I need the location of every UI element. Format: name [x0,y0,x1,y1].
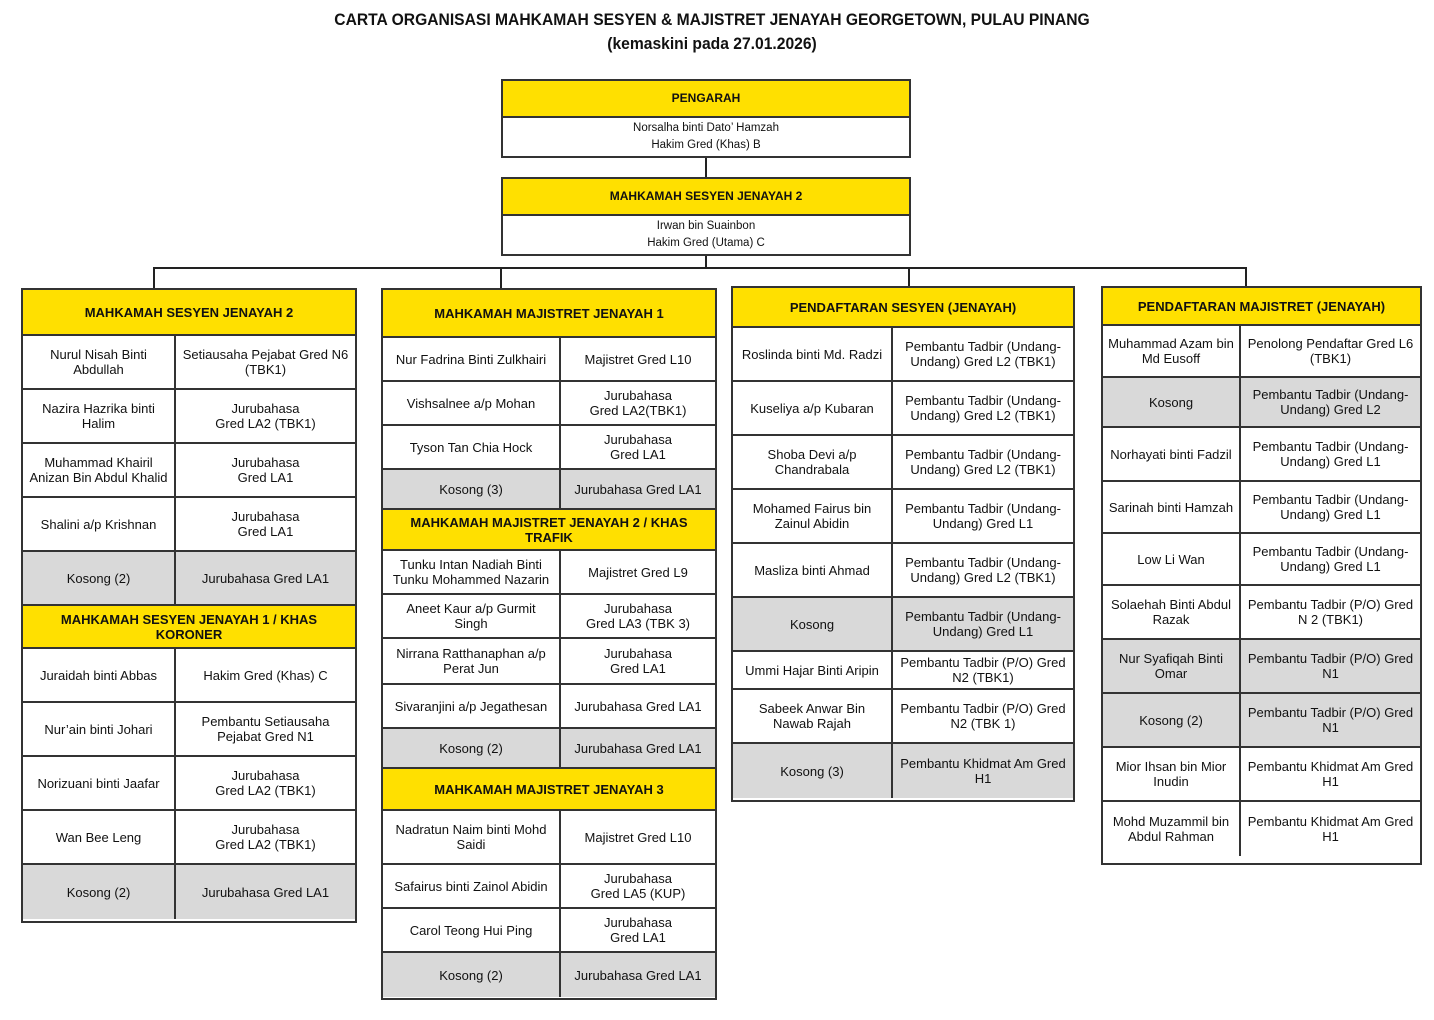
staff-post: Pembantu Tadbir (P/O) Gred N2 (TBK 1) [900,701,1066,731]
staff-name: Tyson Tan Chia Hock [383,426,561,468]
section-header-pendaftaran-majistret-jenayah: PENDAFTARAN MAJISTRET (JENAYAH) [1103,288,1420,326]
staff-post: Jurubahasa Gred LA2 (TBK1) [215,822,316,852]
vacant-position-row [383,470,715,510]
staff-name: Aneet Kaur a/p Gurmit Singh [383,595,561,637]
staff-name: Nirrana Ratthanaphan a/p Perat Jun [383,639,561,683]
staff-post: Pembantu Tadbir (P/O) Gred N 2 (TBK1) [1247,597,1414,627]
staff-post: Pembantu Tadbir (Undang-Undang) Gred L1 [1252,544,1409,574]
sesyen2-top-name: Irwan bin Suainbon [656,220,756,232]
staff-name: Kuseliya a/p Kubaran [733,382,893,434]
staff-name: Safairus binti Zainol Abidin [383,865,561,907]
connector-col2 [500,267,502,289]
pengarah-grade: Hakim Gred (Khas) B [651,139,761,151]
vacant-position-row [1103,378,1420,428]
vacant-position-row [23,865,355,919]
staff-post: Jurubahasa Gred LA1 [231,509,300,539]
staff-name: Kosong (2) [1103,694,1241,746]
connector-pengarah-sesyen [705,157,707,178]
staff-post: Pembantu Tadbir (Undang-Undang) Gred L1 [1252,439,1409,469]
staff-name: Kosong (2) [23,865,176,919]
staff-name: Sivaranjini a/p Jegathesan [383,685,561,727]
staff-post: Pembantu Tadbir (P/O) Gred N1 [1247,705,1414,735]
staff-name: Sarinah binti Hamzah [1103,482,1241,532]
staff-name: Kosong (2) [383,953,561,997]
staff-name: Nur Fadrina Binti Zulkhairi [383,338,561,380]
staff-row [383,909,715,953]
staff-name: Mohd Muzammil bin Abdul Rahman [1103,802,1241,856]
section-header-pendaftaran-sesyen-jenayah: PENDAFTARAN SESYEN (JENAYAH) [733,288,1073,328]
staff-post: Pembantu Tadbir (Undang-Undang) Gred L2 (TBK1) [905,339,1061,369]
staff-name: Shalini a/p Krishnan [23,498,176,550]
staff-name: Carol Teong Hui Ping [383,909,561,951]
vacant-position-row [733,598,1073,652]
staff-name: Nur’ain binti Johari [23,703,176,755]
staff-post: Pembantu Khidmat Am Gred H1 [1247,759,1414,789]
staff-post: Pembantu Tadbir (Undang-Undang) Gred L2 (TBK1) [905,393,1061,423]
staff-name: Kosong (2) [383,729,561,767]
vacant-position-row [383,953,715,997]
staff-post: Jurubahasa Gred LA2 (TBK1) [215,401,316,431]
vacant-position-row [1103,694,1420,748]
sesyen2-top-box [501,177,911,256]
staff-post: Jurubahasa Gred LA1 [201,884,330,900]
staff-post: Pembantu Tadbir (Undang-Undang) Gred L1 [905,501,1061,531]
staff-post: Jurubahasa Gred LA1 [604,646,672,676]
section-header-mahkamah-majistret-jenayah-2-khas-trafik: MAHKAMAH MAJISTRET JENAYAH 2 / KHAS TRAFIK [383,510,715,551]
staff-row [733,490,1073,544]
staff-name: Tunku Intan Nadiah Binti Tunku Mohammed Nazarin [383,551,561,593]
section-header-mahkamah-sesyen-jenayah-2: MAHKAMAH SESYEN JENAYAH 2 [23,290,355,336]
staff-post: Jurubahasa Gred LA3 (TBK 3) [585,601,691,631]
staff-name: Roslinda binti Md. Radzi [733,328,893,380]
staff-post: Majistret Gred L10 [584,829,692,845]
staff-row [383,685,715,729]
staff-row [23,757,355,811]
staff-row [733,690,1073,744]
pengarah-box [501,79,911,158]
staff-name: Nadratun Naim binti Mohd Saidi [383,811,561,863]
staff-post: Hakim Gred (Khas) C [203,667,328,683]
staff-name: Ummi Hajar Binti Aripin [733,652,893,688]
sesyen2-top-body [503,216,909,254]
staff-row [383,811,715,865]
staff-row [383,865,715,909]
staff-post: Pembantu Tadbir (Undang-Undang) Gred L2 [1252,387,1409,417]
staff-post: Jurubahasa Gred LA1 [574,740,702,756]
staff-post: Jurubahasa Gred LA1 [231,455,300,485]
section-header-mahkamah-majistret-jenayah-3: MAHKAMAH MAJISTRET JENAYAH 3 [383,769,715,811]
staff-row [383,551,715,595]
staff-row [23,336,355,390]
staff-post: Jurubahasa Gred LA2(TBK1) [589,388,687,418]
staff-row [23,811,355,865]
staff-name: Vishsalnee a/p Mohan [383,382,561,424]
staff-name: Mohamed Fairus bin Zainul Abidin [733,490,893,542]
staff-name: Shoba Devi a/p Chandrabala [733,436,893,488]
connector-horizontal [153,267,1247,269]
staff-row [383,595,715,639]
vacant-position-row [383,729,715,769]
staff-name: Norhayati binti Fadzil [1103,428,1241,480]
staff-name: Kosong (3) [383,470,561,508]
staff-name: Norizuani binti Jaafar [23,757,176,809]
staff-row [383,639,715,685]
staff-row [383,338,715,382]
vacant-position-row [1103,640,1420,694]
staff-post: Pembantu Tadbir (P/O) Gred N2 (TBK1) [900,655,1066,685]
sesyen2-top-header: MAHKAMAH SESYEN JENAYAH 2 [503,179,909,216]
staff-post: Jurubahasa Gred LA1 [574,481,702,497]
staff-row [1103,748,1420,802]
staff-post: Jurubahasa Gred LA1 [201,570,330,586]
connector-col3 [908,267,910,287]
staff-name: Nazira Hazrika binti Halim [23,390,176,442]
vacant-position-row [733,744,1073,798]
staff-name: Wan Bee Leng [23,811,176,863]
staff-row [733,382,1073,436]
staff-post: Pembantu Tadbir (Undang-Undang) Gred L2 (TBK1) [905,555,1061,585]
staff-name: Kosong (3) [733,744,893,798]
staff-name: Kosong [1103,378,1241,426]
pengarah-name: Norsalha binti Dato’ Hamzah [633,122,779,134]
staff-row [733,652,1073,690]
staff-post: Jurubahasa Gred LA1 [604,915,672,945]
staff-name: Kosong (2) [23,552,176,604]
staff-post: Setiausaha Pejabat Gred N6 (TBK1) [182,347,349,377]
staff-post: Jurubahasa Gred LA2 (TBK1) [215,768,316,798]
staff-post: Jurubahasa Gred LA5 (KUP) [590,871,686,901]
staff-post: Pembantu Khidmat Am Gred H1 [900,756,1066,786]
staff-row [23,649,355,703]
staff-row [733,436,1073,490]
staff-row [1103,586,1420,640]
staff-post: Majistret Gred L10 [584,351,692,367]
staff-row [23,703,355,757]
staff-name: Juraidah binti Abbas [23,649,176,701]
pengarah-body [503,118,909,156]
staff-name: Masliza binti Ahmad [733,544,893,596]
staff-post: Penolong Pendaftar Gred L6 (TBK1) [1247,336,1414,366]
section-header-mahkamah-majistret-jenayah-1: MAHKAMAH MAJISTRET JENAYAH 1 [383,290,715,338]
staff-name: Solaehah Binti Abdul Razak [1103,586,1241,638]
column-majistret [381,288,717,1000]
connector-col4 [1245,267,1247,287]
column-pendaftaran-sesyen [731,286,1075,802]
staff-row [733,544,1073,598]
staff-post: Pembantu Tadbir (Undang-Undang) Gred L2 (TBK1) [905,447,1061,477]
staff-post: Pembantu Tadbir (Undang-Undang) Gred L1 [905,609,1061,639]
staff-post: Majistret Gred L9 [588,564,688,580]
staff-row [1103,802,1420,856]
staff-name: Mior Ihsan bin Mior Inudin [1103,748,1241,800]
connector-col1 [153,267,155,289]
pengarah-header: PENGARAH [503,81,909,118]
staff-name: Muhammad Khairil Anizan Bin Abdul Khalid [23,444,176,496]
staff-row [1103,534,1420,586]
staff-row [1103,326,1420,378]
staff-post: Pembantu Tadbir (Undang-Undang) Gred L1 [1252,492,1409,522]
sesyen2-top-grade: Hakim Gred (Utama) C [647,237,765,249]
chart-subtitle: (kemaskini pada 27.01.2026) [607,34,817,53]
staff-post: Pembantu Tadbir (P/O) Gred N1 [1247,651,1414,681]
column-sesyen [21,288,357,923]
section-header-mahkamah-sesyen-jenayah-1-khas-koroner: MAHKAMAH SESYEN JENAYAH 1 / KHAS KORONER [23,606,355,649]
staff-row [383,382,715,426]
staff-post: Jurubahasa Gred LA1 [574,698,702,714]
staff-row [733,328,1073,382]
staff-name: Muhammad Azam bin Md Eusoff [1103,326,1241,376]
staff-name: Nurul Nisah Binti Abdullah [23,336,176,388]
staff-row [23,498,355,552]
staff-name: Sabeek Anwar Bin Nawab Rajah [733,690,893,742]
staff-row [23,444,355,498]
staff-post: Pembantu Setiausaha Pejabat Gred N1 [201,714,330,744]
staff-row [383,426,715,470]
chart-title: CARTA ORGANISASI MAHKAMAH SESYEN & MAJISTRET JENAYAH GEORGETOWN, PULAU PINANG [334,10,1090,29]
staff-row [23,390,355,444]
staff-name: Low Li Wan [1103,534,1241,584]
staff-name: Nur Syafiqah Binti Omar [1103,640,1241,692]
staff-post: Jurubahasa Gred LA1 [574,967,702,983]
staff-post: Jurubahasa Gred LA1 [604,432,672,462]
staff-name: Kosong [733,598,893,650]
vacant-position-row [23,552,355,606]
column-pendaftaran-majistret [1101,286,1422,865]
staff-post: Pembantu Khidmat Am Gred H1 [1247,814,1414,844]
staff-row [1103,482,1420,534]
staff-row [1103,428,1420,482]
